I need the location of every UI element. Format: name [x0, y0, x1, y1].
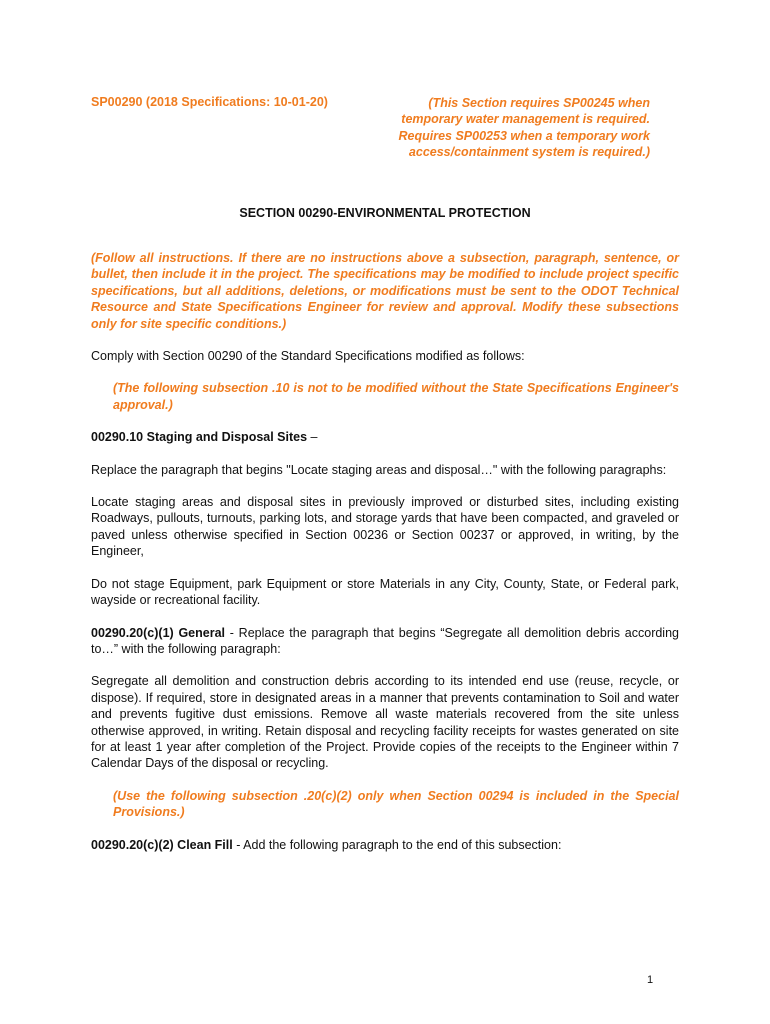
subsection-20c2-text: - Add the following paragraph to the end of this subsection:	[232, 837, 562, 852]
subsection-20c1-intro	[91, 625, 679, 658]
instruction-subsection-10: (The following subsection .10 is not to be modified without the State Specifications Engineer's approval.)	[113, 381, 679, 412]
section-requirements-note: (This Section requires SP00245 when temporary water management is required. Requires SP00253 when a temporary work access/containment system is required.)	[398, 96, 650, 159]
page-number: 1	[646, 974, 654, 986]
subsection-10-paragraph-1: Replace the paragraph that begins "Locate staging areas and disposal…" with the following paragraphs:	[91, 462, 667, 477]
subsection-20c2-intro	[91, 837, 679, 853]
subsection-20c1-paragraph: Segregate all demolition and construction debris according to its intended end use (reuse, recycle, or dispose). If required, store in designated areas in a manner that prevents contamination to Soil and water and prevents fugitive dust emissions. Remove all waste materials recovered from the site unless otherwise approved, in writing. Retain disposal and recycling facility receipts for wastes generated on site for at least 1 year after completion of the Project. Provide copies of the receipts to the Engineer within 7 Calendar Days of the disposal or recycling.	[91, 674, 679, 771]
general-instructions: (Follow all instructions. If there are no instructions above a subsection, paragraph, sentence, or bullet, then include it in the project. The specifications may be modified to include project specific specifications, but all additions, deletions, or modifications must be sent to the ODOT Technical Resource and State Specifications Engineer for review and approval. Modify these subsections only for site specific conditions.)	[91, 251, 679, 331]
instruction-subsection-20c2: (Use the following subsection .20(c)(2) only when Section 00294 is included in the Special Provisions.)	[113, 788, 679, 820]
subsection-10-heading	[91, 429, 679, 445]
subsection-20c2-title: 00290.20(c)(2) Clean Fill	[91, 837, 233, 852]
subsection-10-paragraph-3: Do not stage Equipment, park Equipment or store Materials in any City, County, State, or Federal park, wayside or recreational facility.	[91, 576, 679, 608]
subsection-10-dash: –	[307, 430, 318, 445]
subsection-10-title: 00290.10 Staging and Disposal Sites	[91, 430, 308, 445]
subsection-20c1-title: 00290.20(c)(1) General	[91, 625, 225, 640]
spec-id: SP00290 (2018 Specifications: 10-01-20)	[91, 95, 328, 109]
subsection-20c1-text: - Replace the paragraph that begins “Segregate all demolition debris according to…” with the following paragraph:	[91, 625, 679, 656]
header	[91, 94, 679, 180]
document-page	[91, 94, 679, 853]
comply-statement: Comply with Section 00290 of the Standard Specifications modified as follows:	[91, 349, 525, 364]
section-title: SECTION 00290-ENVIRONMENTAL PROTECTION	[239, 206, 531, 220]
subsection-10-paragraph-2: Locate staging areas and disposal sites in previously improved or disturbed sites, including existing Roadways, pullouts, turnouts, parking lots, and storage yards that have been compacted, and graveled or paved unless otherwise specified in Section 00236 or Section 00237 or approved, in writing, by the Engineer,	[91, 495, 679, 559]
